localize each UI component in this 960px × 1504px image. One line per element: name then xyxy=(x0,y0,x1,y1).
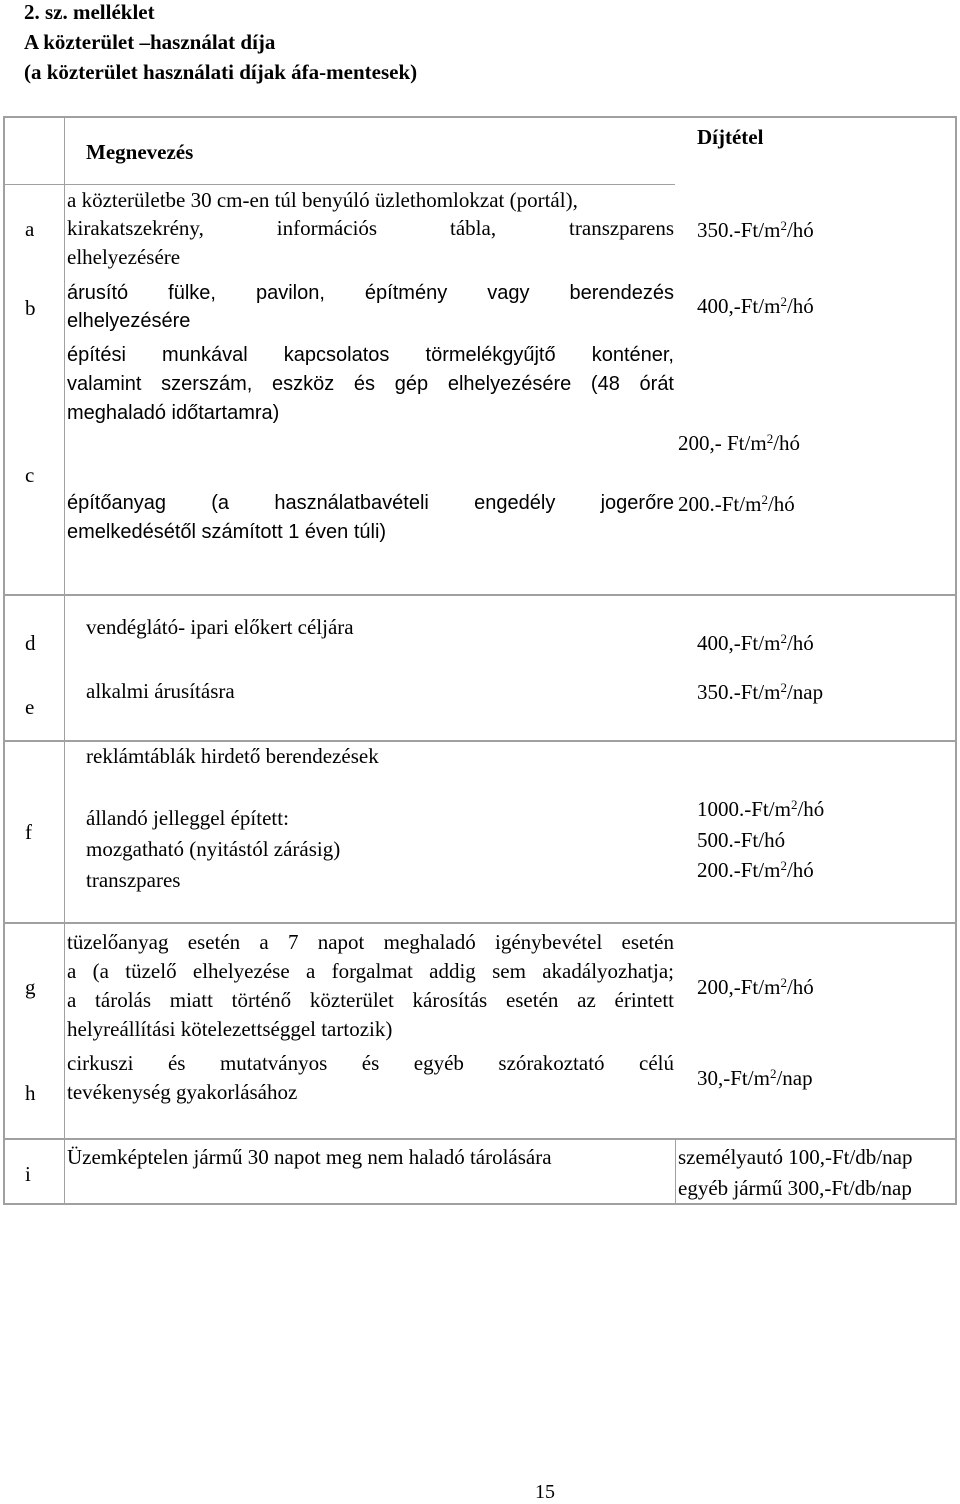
row-letter-a: a xyxy=(25,217,35,241)
row-i-fee: személyautó 100,-Ft/db/nap xyxy=(678,1145,913,1169)
row-c-fee-2: $200.-Ft/m^2/hó$ xyxy=(678,492,795,516)
page-number: 15 xyxy=(535,1481,555,1503)
row-f-fee: 500.-Ft/hó xyxy=(697,828,786,852)
row-e-description: alkalmi árusításra xyxy=(86,679,235,703)
column-header-fee: Díjtétel xyxy=(697,125,764,149)
row-f-item: állandó jelleggel épített: xyxy=(86,806,289,830)
row-i-fee: egyéb jármű 300,-Ft/db/nap xyxy=(678,1176,912,1200)
row-a-fee: $350.-Ft/m^2/hó$ xyxy=(697,218,814,242)
row-b-text-line: elhelyezésére xyxy=(67,310,191,332)
row-g-text-line: a (a tüzelő elhelyezése a forgalmat addig sem akadályozhatja; xyxy=(67,959,674,983)
row-b-text-line: árusító fülke, pavilon, építmény vagy berendezés xyxy=(67,282,674,304)
row-letter-c: c xyxy=(25,463,35,487)
row-c-fee-1: 200,- $Ft/m^2/hó$ xyxy=(678,431,801,455)
row-h-text-line: tevékenység gyakorlásához xyxy=(67,1080,298,1104)
row-f-fee: $200.-Ft/m^2/hó$ xyxy=(697,858,814,882)
row-letter-i: i xyxy=(25,1162,31,1186)
row-d-description: vendéglátó- ipari előkert céljára xyxy=(86,615,354,639)
row-f-item: mozgatható (nyitástól zárásig) xyxy=(86,837,341,861)
row-h-fee: $30,-Ft/m^2$/nap xyxy=(697,1066,813,1090)
row-c-text-line: valamint szerszám, eszköz és gép elhelyezésére (48 órát xyxy=(67,373,674,395)
row-i-description: Üzemképtelen jármű 30 napot meg nem haladó tárolására xyxy=(67,1145,552,1169)
table-border xyxy=(3,922,957,924)
row-g-fee: $200,-Ft/m^2/hó$ xyxy=(697,975,814,999)
table-border xyxy=(3,594,957,596)
row-letter-g: g xyxy=(25,975,36,999)
row-a-text-line: kirakatszekrény, információs tábla, transzparens xyxy=(67,216,674,240)
row-f-title: reklámtáblák hirdető berendezések xyxy=(86,744,379,768)
row-h-text-line: cirkuszi és mutatványos és egyéb szórakoztató célú xyxy=(67,1051,674,1075)
row-g-text-line: helyreállítási kötelezettséggel tartozik) xyxy=(67,1017,393,1041)
table-border xyxy=(3,116,957,118)
row-letter-e: e xyxy=(25,695,35,719)
table-border xyxy=(3,740,957,742)
row-g-text-line: a tárolás miatt történő közterület károsítás esetén az érintett xyxy=(67,988,674,1012)
row-e-fee: $350.-Ft/m^2$/nap xyxy=(697,680,824,704)
row-g-text-line: tüzelőanyag esetén a 7 napot meghaladó igénybevétel esetén xyxy=(67,930,674,954)
row-letter-b: b xyxy=(25,296,36,320)
column-header-name: Megnevezés xyxy=(86,140,194,164)
table-border xyxy=(955,116,957,1205)
row-d-fee: $400,-Ft/m^2/hó$ xyxy=(697,631,814,655)
document-title: A közterület –használat díja xyxy=(24,30,276,54)
row-b-fee: $400,-Ft/m^2/hó$ xyxy=(697,294,814,318)
table-border xyxy=(64,116,65,1205)
table-border xyxy=(3,1203,957,1205)
row-letter-f: f xyxy=(25,820,32,844)
table-border xyxy=(3,116,5,1205)
table-border xyxy=(3,184,675,185)
row-letter-d: d xyxy=(25,631,36,655)
row-c-text-line: meghaladó időtartamra) xyxy=(67,402,280,424)
table-border xyxy=(3,1138,957,1140)
row-letter-h: h xyxy=(25,1081,36,1105)
row-f-fee: $1000.-Ft/m^2/hó$ xyxy=(697,797,825,821)
table-border xyxy=(675,1138,676,1205)
document-subtitle: (a közterület használati díjak áfa-mentesek) xyxy=(24,60,418,84)
row-a-text-line: a közterületbe 30 cm-en túl benyúló üzlethomlokzat (portál), xyxy=(67,188,578,212)
row-f-item: transzpares xyxy=(86,868,181,892)
row-c-text-line: emelkedésétől számított 1 éven túli) xyxy=(67,521,387,543)
row-a-text-line: elhelyezésére xyxy=(67,245,181,269)
annex-label: 2. sz. melléklet xyxy=(24,0,155,24)
row-c-text-line: építési munkával kapcsolatos törmelékgyűjtő konténer, xyxy=(67,344,674,366)
row-c-text-line: építőanyag (a használatbavételi engedély jogerőre xyxy=(67,492,674,514)
